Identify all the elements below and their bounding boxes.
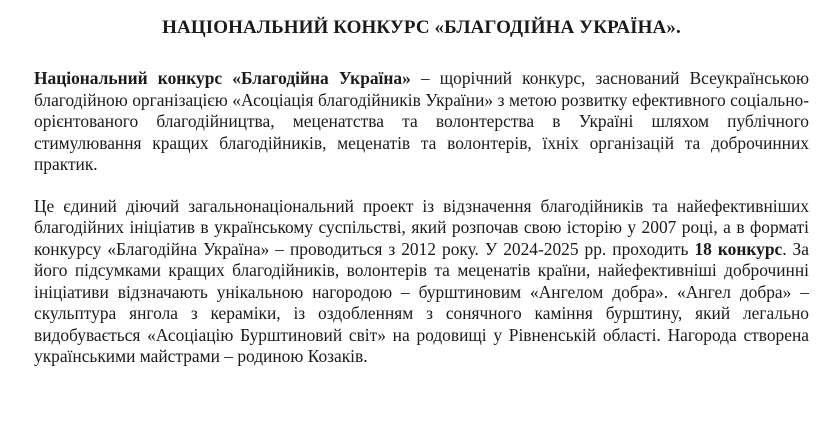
intro-text: – щорічний конкурс, заснований Всеукраїнською благодійною організацією «Асоціація благодійників України» з метою розвитку ефективного соціально-орієнтованого благодійництва, меценатства та волонтерства в Україні шляхом публічного стимулювання кращих благодійників, меценатів та волонтерів, їхніх організацій та доброчинних практик. [34,68,809,174]
paragraph-history [34,196,809,368]
document-title: НАЦІОНАЛЬНИЙ КОНКУРС «БЛАГОДІЙНА УКРАЇНА». [162,17,681,38]
history-text-before: Це єдиний діючий загальнонаціональний проект із відзначення благодійників та найефективніших благодійних ініціатив в українському суспільстві, який розпочав свою історію у 2007 році, а в форматі конкурсу «Благодійна Україна» – проводиться з 2012 року. У 2024-2025 рр. проходить [34,195,809,259]
history-text-after: . За його підсумками кращих благодійників, волонтерів та меценатів країни, найефективніші доброчинні ініціативи відзначають унікальною нагородою – бурштиновим «Ангелом добра». «Ангел добра» – скульптура янгола з кераміки, із оздобленням з сонячного каміння бурштину, який легально видобувається «Асоціацію Бурштиновий світ» на родовищі у Рівненській області. Нагорода створена українськими майстрами – родиною Козаків. [34,238,809,366]
history-bold-contest-number: 18 конкурс [694,238,783,259]
intro-bold-lead: Національний конкурс «Благодійна Україна» [34,68,411,88]
paragraph-intro [34,68,809,176]
